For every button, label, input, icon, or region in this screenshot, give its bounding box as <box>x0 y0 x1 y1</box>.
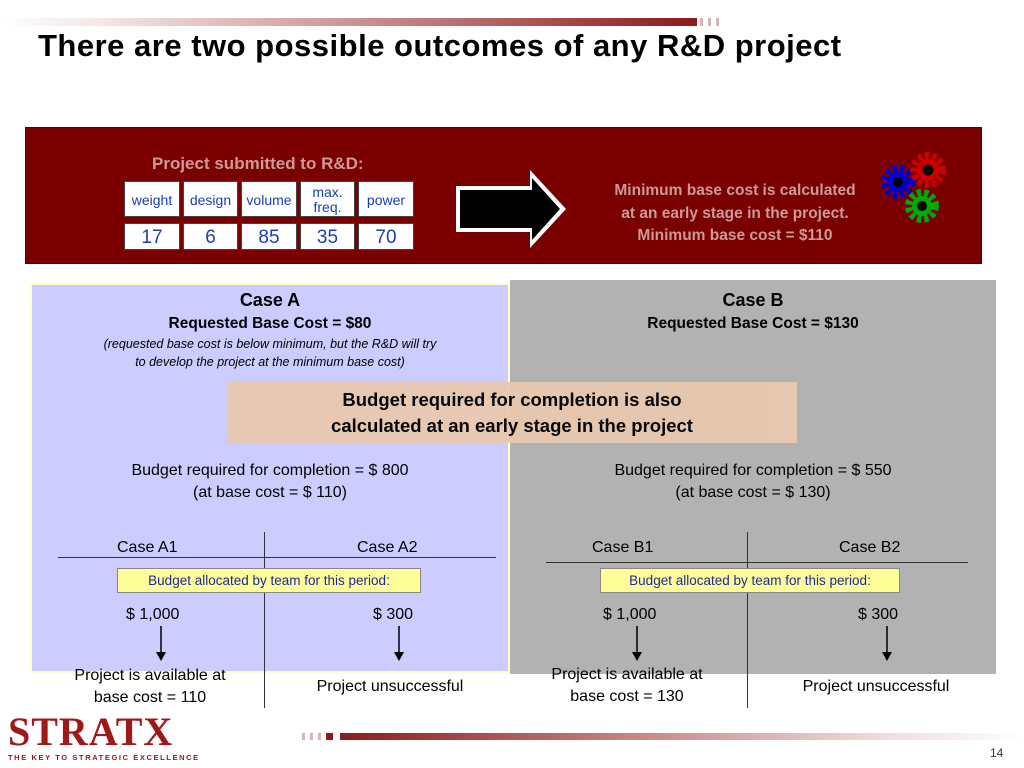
case-a-budget-line: Budget required for completion = $ 800 <box>131 462 409 479</box>
param-header: volume <box>241 181 297 217</box>
down-arrow-icon <box>632 626 642 661</box>
bottom-bar-block <box>302 733 305 740</box>
case-a-requested: Requested Base Cost = $80 <box>168 315 372 332</box>
param-value: 85 <box>241 223 297 250</box>
param-header: power <box>358 181 414 217</box>
down-arrow-icon <box>882 626 892 661</box>
case-a-title: Case A <box>239 290 301 310</box>
case-b2-label: Case B2 <box>839 539 901 556</box>
down-arrow-icon <box>394 626 404 661</box>
param-header: design <box>183 181 238 217</box>
logo-tagline: THE KEY TO STRATEGIC EXCELLENCE <box>8 753 200 762</box>
case-b-title: Case B <box>722 290 784 310</box>
budget-callout-line: calculated at an early stage in the project <box>331 415 693 436</box>
case-a-budget-line: (at base cost = $ 110) <box>192 484 347 501</box>
case-a2-outcome: Project unsuccessful <box>316 678 464 695</box>
case-a1-outcome-line: Project is available at <box>74 667 226 684</box>
case-a2-money: $ 300 <box>373 606 414 623</box>
param-value: 17 <box>124 223 180 250</box>
param-value: 70 <box>358 223 414 250</box>
budget-callout-line: Budget required for completion is also <box>342 389 682 410</box>
case-b2-outcome: Project unsuccessful <box>802 678 950 695</box>
case-b-alloc-box: Budget allocated by team for this period: <box>600 568 900 593</box>
case-a1-label: Case A1 <box>117 539 178 556</box>
case-a1-outcome <box>50 665 250 709</box>
case-b1-label: Case B1 <box>592 539 654 556</box>
stratx-logo: STRATX <box>8 709 174 754</box>
min-cost-line: Minimum base cost = $110 <box>637 227 833 244</box>
case-a1-money: $ 1,000 <box>126 606 180 623</box>
bottom-bar-block <box>326 733 333 740</box>
case-a-note-line: (requested base cost is below minimum, but the R&D will try <box>103 337 437 351</box>
param-header: weight <box>124 181 180 217</box>
bottom-decorative-bar <box>340 733 1024 740</box>
bottom-bar-block <box>310 733 313 740</box>
case-a-note-line: to develop the project at the minimum base cost) <box>135 355 405 369</box>
param-value: 6 <box>183 223 238 250</box>
case-a-alloc-box: Budget allocated by team for this period: <box>117 568 421 593</box>
case-b1-outcome-line: Project is available at <box>551 666 703 683</box>
case-b2-money: $ 300 <box>858 606 899 623</box>
case-a1-outcome-line: base cost = 110 <box>93 689 207 706</box>
case-b-budget-line: (at base cost = $ 130) <box>675 484 831 501</box>
case-b1-money: $ 1,000 <box>603 606 657 623</box>
case-b1-outcome-line: base cost = 130 <box>570 688 684 705</box>
case-a2-label: Case A2 <box>357 539 418 556</box>
page-number: 14 <box>990 746 1004 760</box>
down-arrow-icon <box>156 626 166 661</box>
case-b-budget-line: Budget required for completion = $ 550 <box>614 462 892 479</box>
case-b1-outcome <box>527 664 727 708</box>
submitted-label: Project submitted to R&D: <box>152 154 364 173</box>
param-header: max. freq. <box>300 181 355 217</box>
bottom-bar-block <box>318 733 321 740</box>
min-cost-line: Minimum base cost is calculated <box>614 182 856 199</box>
slide-title: There are two possible outcomes of any R&D project <box>38 28 842 63</box>
min-cost-line: at an early stage in the project. <box>621 204 849 222</box>
param-value: 35 <box>300 223 355 250</box>
case-b-requested: Requested Base Cost = $130 <box>647 315 859 332</box>
